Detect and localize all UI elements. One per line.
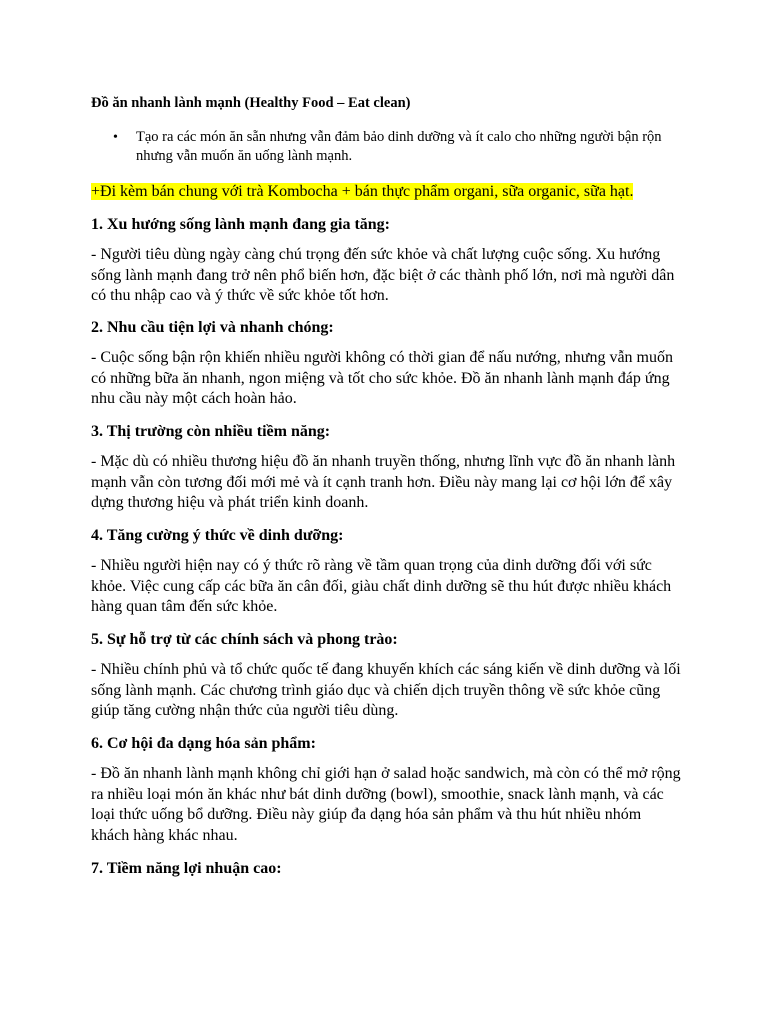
section-body-6: - Đồ ăn nhanh lành mạnh không chỉ giới hạn ở salad hoặc sandwich, mà còn có thể mở rộng ra nhiều loại món ăn khác như bát dinh dưỡng (bowl), smoothie, snack lành mạnh, và các loại thức uống bổ dưỡng. Điều này giúp đa dạng hóa sản phẩm và thu hút nhiều nhóm khách hàng khác nhau.	[91, 765, 681, 845]
section-body-5: - Nhiều chính phủ và tổ chức quốc tế đang khuyến khích các sáng kiến về dinh dưỡng và lối sống lành mạnh. Các chương trình giáo dục và chiến dịch truyền thông về sức khỏe cũng giúp tăng cường nhận thức của người tiêu dùng.	[91, 661, 681, 720]
section-heading-2: 2. Nhu cầu tiện lợi và nhanh chóng:	[91, 319, 334, 336]
section-heading-5: 5. Sự hỗ trợ từ các chính sách và phong trào:	[91, 631, 398, 648]
highlighted-note	[91, 181, 633, 203]
section-body-2: - Cuộc sống bận rộn khiến nhiều người không có thời gian để nấu nướng, nhưng vẫn muốn có những bữa ăn nhanh, ngon miệng và tốt cho sức khỏe. Đồ ăn nhanh lành mạnh đáp ứng nhu cầu này một cách hoàn hảo.	[91, 349, 673, 408]
bullet-dot-icon: •	[113, 130, 118, 145]
document-title: Đồ ăn nhanh lành mạnh (Healthy Food – Eat clean)	[91, 95, 411, 111]
highlighted-text: +Đi kèm bán chung với trà Kombocha + bán thực phẩm organi, sữa organic, sữa hạt.	[91, 183, 634, 200]
section-heading-4: 4. Tăng cường ý thức về dinh dưỡng:	[91, 527, 344, 544]
section-body-4: - Nhiều người hiện nay có ý thức rõ ràng về tầm quan trọng của dinh dưỡng đối với sức khỏe. Việc cung cấp các bữa ăn cân đối, giàu chất dinh dưỡng sẽ thu hút được nhiều khách hàng quan tâm đến sức khỏe.	[91, 557, 672, 616]
bullet-item	[91, 128, 681, 166]
bullet-text: Tạo ra các món ăn sẵn nhưng vẫn đảm bảo dinh dưỡng và ít calo cho những người bận rộn nhưng vẫn muốn ăn uống lành mạnh.	[136, 129, 662, 164]
section-heading-1: 1. Xu hướng sống lành mạnh đang gia tăng:	[91, 216, 390, 233]
section-body-1: - Người tiêu dùng ngày càng chú trọng đến sức khỏe và chất lượng cuộc sống. Xu hướng sống lành mạnh đang trở nên phổ biến hơn, đặc biệt ở các thành phố lớn, nơi mà người dân có thu nhập cao và ý thức về sức khỏe tốt hơn.	[91, 246, 675, 305]
section-heading-3: 3. Thị trường còn nhiều tiềm năng:	[91, 423, 331, 440]
section-heading-7: 7. Tiềm năng lợi nhuận cao:	[91, 860, 282, 877]
section-body-3: - Mặc dù có nhiều thương hiệu đồ ăn nhanh truyền thống, nhưng lĩnh vực đồ ăn nhanh lành mạnh vẫn còn tương đối mới mẻ và ít cạnh tranh hơn. Điều này mang lại cơ hội lớn để xây dựng thương hiệu và phát triển kinh doanh.	[91, 453, 676, 512]
bullet-list	[91, 128, 681, 166]
section-heading-6: 6. Cơ hội đa dạng hóa sản phẩm:	[91, 735, 316, 752]
